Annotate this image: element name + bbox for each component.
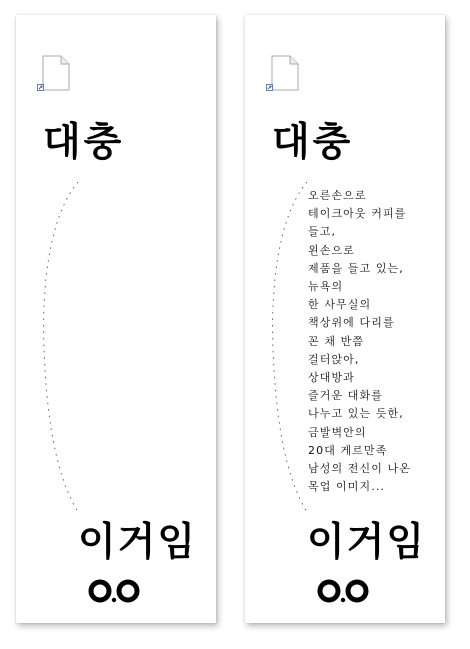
description-text	[308, 187, 440, 496]
emoticon-face	[84, 573, 144, 607]
description-line: 뉴욕의	[308, 280, 344, 294]
document-icon[interactable]	[266, 55, 300, 91]
description-line: 오른손으로	[308, 189, 367, 202]
page-right	[245, 15, 445, 623]
description-line: 왼손으로	[308, 243, 355, 257]
description-line: 즐거운 대화를	[308, 389, 383, 403]
description-line: 나누고 있는 듯한,	[308, 407, 404, 421]
description-line: 제품을 들고 있는,	[308, 261, 404, 275]
footer-text: 이거임	[307, 520, 427, 565]
dotted-brace	[267, 180, 311, 515]
description-line: 20대 게르만족	[308, 443, 388, 457]
description-line: 들고,	[308, 225, 337, 239]
description-line: 걸터앉아,	[308, 352, 360, 366]
description-line: 한 사무실의	[308, 298, 372, 312]
description-line: 남성의 전신이 나온	[308, 462, 412, 476]
description-line: 금발벽안의	[308, 425, 367, 439]
description-line: 상대방과	[308, 371, 355, 385]
dotted-brace	[38, 180, 82, 515]
description-line: 테이크아웃 커피를	[308, 207, 407, 221]
page-title: 대충	[272, 120, 354, 165]
description-line: 책상위에 다리를	[308, 316, 395, 330]
page-title: 대충	[43, 120, 125, 165]
description-line: 목업 이미지...	[308, 480, 386, 494]
footer-text: 이거임	[78, 520, 198, 565]
page-left	[16, 15, 216, 623]
document-icon[interactable]	[37, 55, 71, 91]
emoticon-face	[313, 573, 373, 607]
description-line: 꼰 채 반쯤	[308, 334, 365, 348]
